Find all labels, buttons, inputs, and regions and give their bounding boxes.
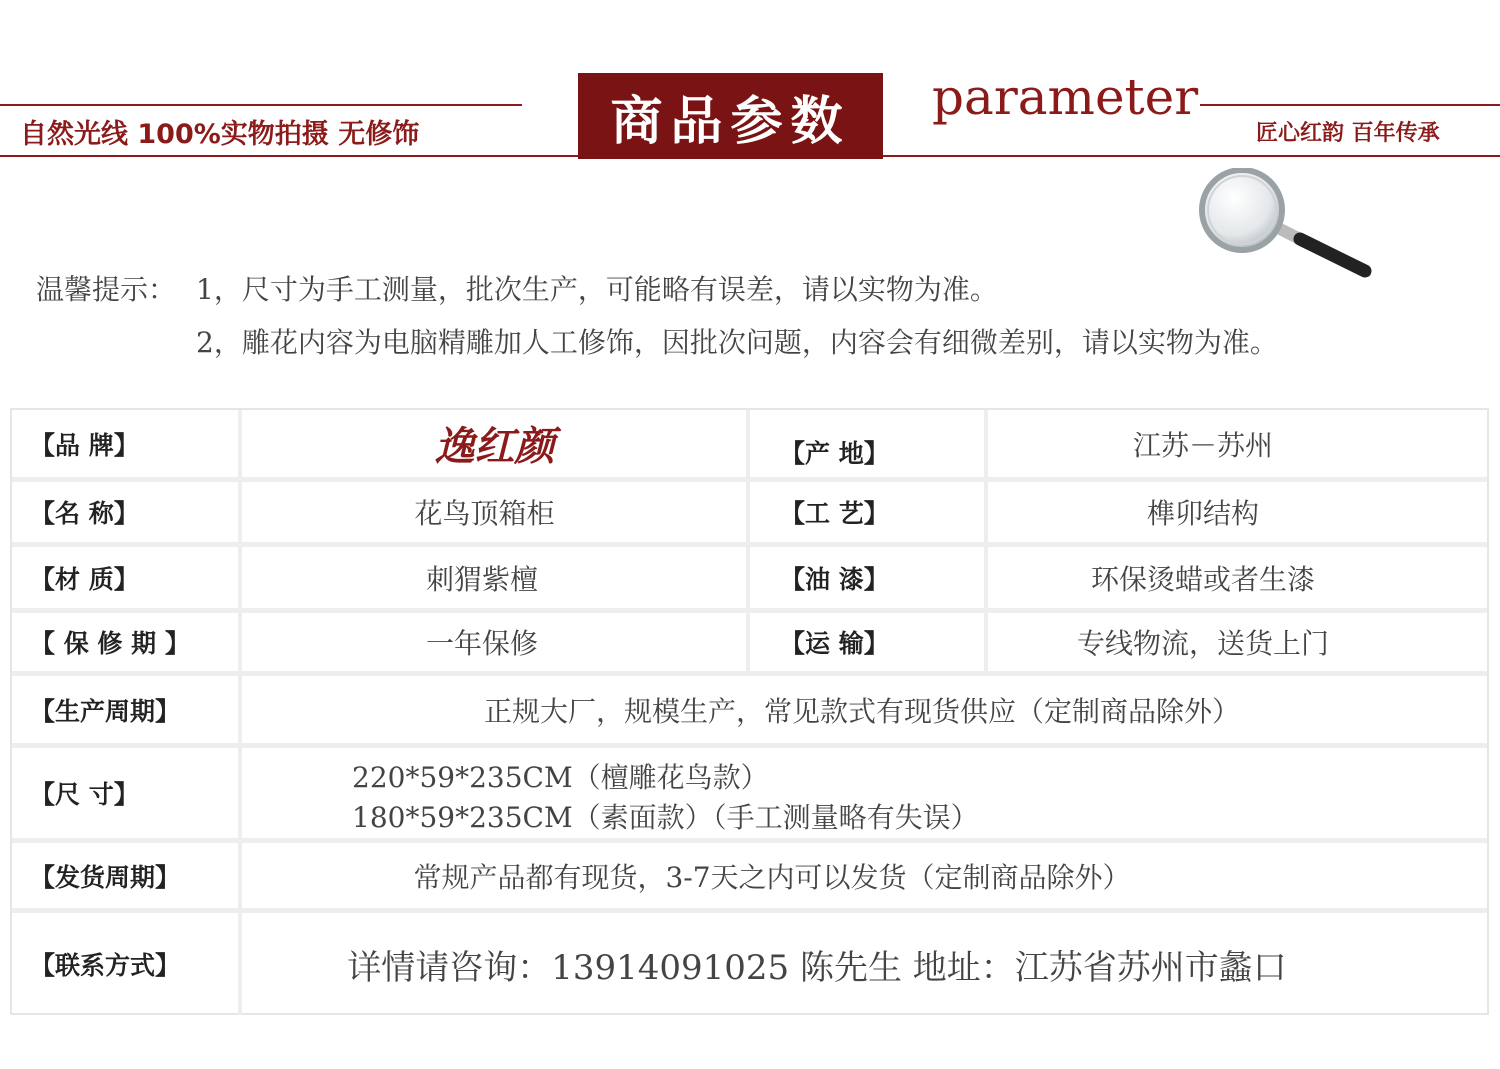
section-title: 商品参数 — [610, 90, 851, 152]
finish-value: 环保烫蜡或者生漆 — [1090, 562, 1315, 596]
delivery-value: 常规产品都有现货，3-7天之内可以发货（定制商品除外） — [413, 860, 1131, 894]
material-label: 【材 质】 — [30, 564, 139, 594]
magnifying-glass-icon — [1190, 168, 1380, 293]
craft-value: 榫卯结构 — [1146, 497, 1259, 530]
header-line-right-bottom — [883, 155, 1500, 157]
size-value-2: 180*59*235CM（素面款）（手工测量略有失误） — [352, 801, 979, 834]
left-slogan: 自然光线 100%实物拍摄 无修饰 — [20, 119, 420, 150]
contact-label: 【联系方式】 — [30, 951, 181, 980]
right-slogan: 匠心红韵 百年传承 — [1256, 121, 1440, 146]
table-row-material — [12, 547, 1487, 613]
origin-label: 【产 地】 — [780, 438, 889, 468]
table-row-name — [12, 482, 1487, 547]
warranty-value: 一年保修 — [425, 627, 538, 660]
production-value: 正规大厂，规模生产，常见款式有现货供应（定制商品除外） — [483, 694, 1240, 728]
brand-label: 【品 牌】 — [30, 430, 139, 460]
table-row-contact — [12, 913, 1487, 1015]
note-prefix: 温馨提示： — [36, 273, 177, 306]
note-line-2: 2，雕花内容为电脑精雕加人工修饰，因批次问题，内容会有细微差别，请以实物为准。 — [196, 326, 1278, 359]
delivery-label: 【发货周期】 — [30, 862, 181, 892]
name-label: 【名 称】 — [30, 499, 139, 528]
header-line-left-top — [0, 104, 522, 106]
parameter-heading: parameter — [932, 68, 1199, 126]
brand-logo: 逸红颜 — [434, 423, 555, 470]
craft-label: 【工 艺】 — [780, 499, 889, 528]
origin-value: 江苏－苏州 — [1132, 428, 1273, 462]
material-value: 刺猬紫檀 — [425, 562, 538, 596]
table-row-brand — [12, 410, 1487, 482]
header-line-right-top — [1200, 104, 1500, 106]
table-row-production — [12, 676, 1487, 748]
shipping-value: 专线物流，送货上门 — [1076, 627, 1329, 660]
size-label: 【尺 寸】 — [30, 780, 139, 809]
size-value-1: 220*59*235CM（檀雕花鸟款） — [352, 761, 769, 794]
table-row-size — [12, 748, 1487, 843]
table-row-warranty — [12, 613, 1487, 676]
note-line-1: 1，尺寸为手工测量，批次生产，可能略有误差，请以实物为准。 — [196, 273, 998, 306]
finish-label: 【油 漆】 — [780, 564, 889, 594]
production-label: 【生产周期】 — [30, 696, 181, 726]
section-title-box — [578, 73, 883, 159]
spec-table — [10, 408, 1489, 1015]
contact-value: 详情请咨询：13914091025 陈先生 地址：江苏省苏州市蠡口 — [347, 947, 1287, 988]
table-row-delivery — [12, 843, 1487, 913]
warranty-label: 【 保 修 期 】 — [30, 629, 190, 658]
header-line-left-bottom — [0, 155, 578, 157]
shipping-label: 【运 输】 — [780, 629, 889, 658]
name-value: 花鸟顶箱柜 — [414, 497, 555, 530]
